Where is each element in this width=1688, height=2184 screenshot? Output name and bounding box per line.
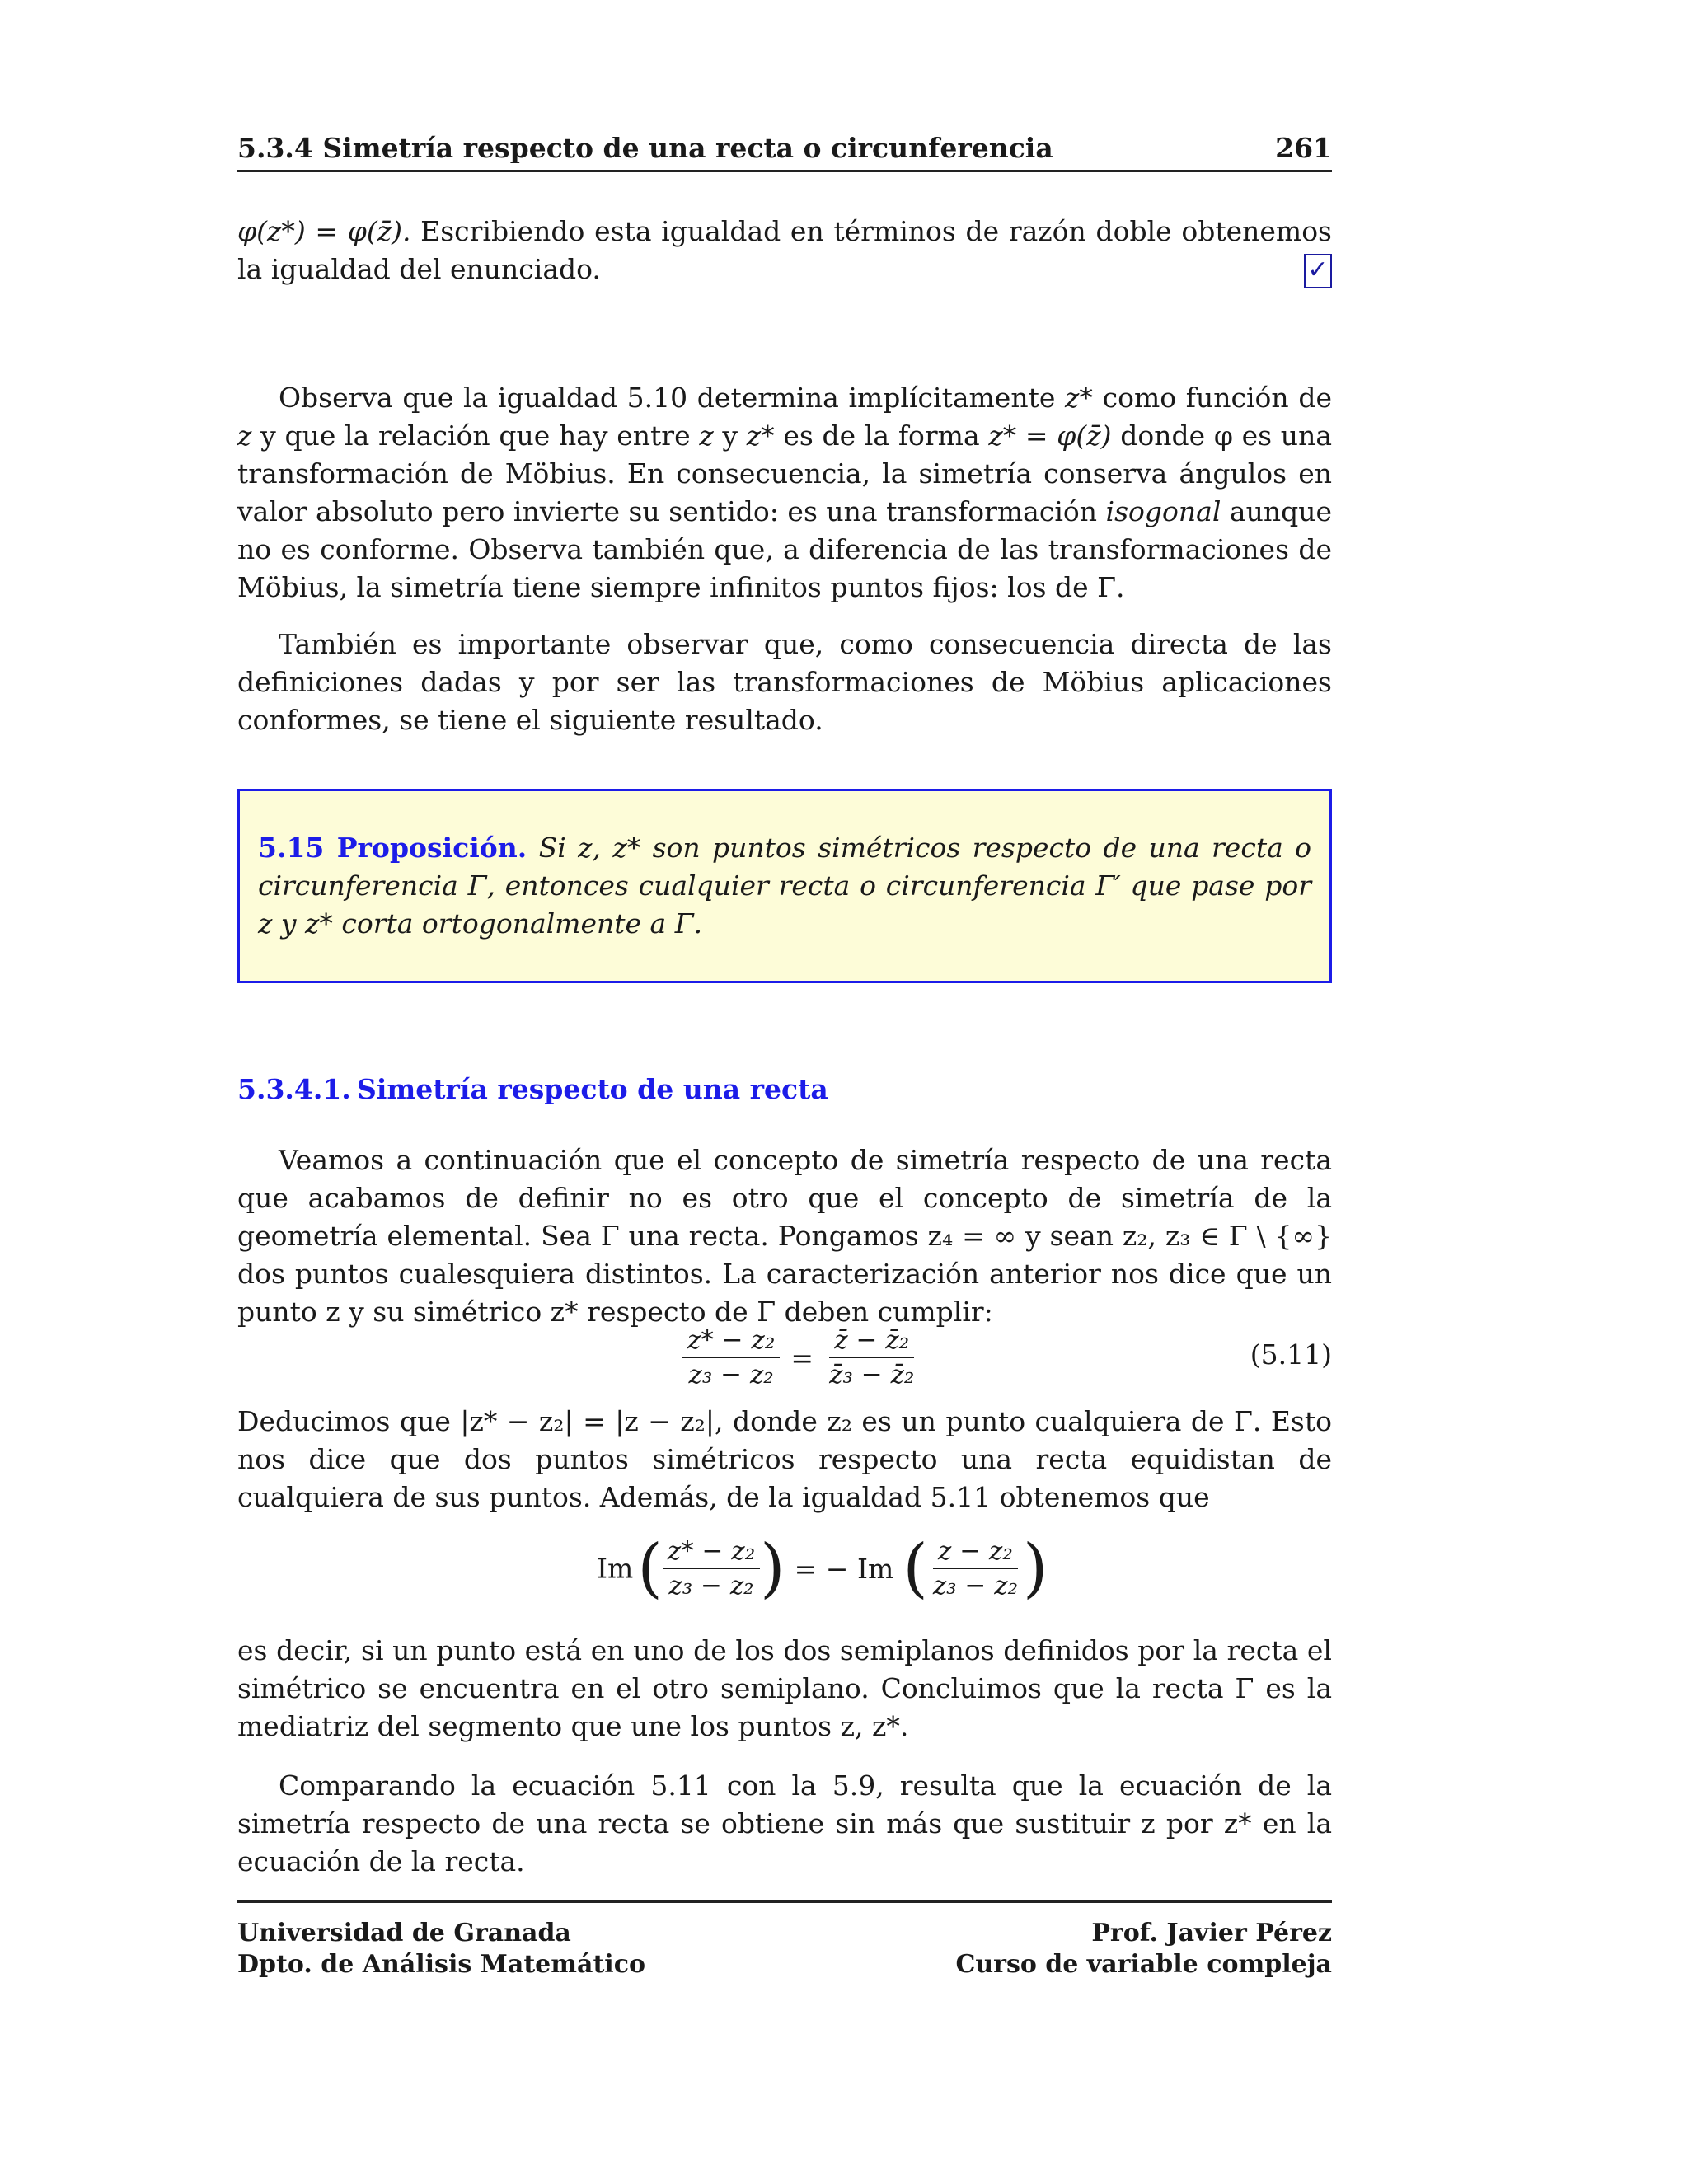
intro-text: Escribiendo esta igualdad en términos de razón doble obtenemos la igualdad del enunciado. (237, 215, 1332, 285)
page-number: 261 (1275, 132, 1332, 164)
subsection-heading (237, 1073, 828, 1105)
proposition-box (237, 789, 1332, 983)
proposition-label: 5.15 Proposición. (258, 832, 528, 864)
subsection-title: Simetría respecto de una recta (357, 1073, 828, 1105)
footer-university: Universidad de Granada (237, 1919, 571, 1947)
paragraph-line-symmetry: Veamos a continuación que el concepto de simetría respecto de una recta que acabamos de definir no es otro que el concepto de simetría de la geometría elemental. Sea Γ una recta. Pongamos z₄ = ∞ y sean z₂, z₃ ∈ Γ \ {∞} dos puntos cualesquiera distintos. La caracterización anterior nos dice que un punto z y su simétrico z* respecto de Γ deben cumplir: (237, 1144, 1332, 1328)
paragraph-half-planes: es decir, si un punto está en uno de los dos semiplanos definidos por la recta el simétrico se encuentra en el otro semiplano. Concluimos que la recta Γ es la mediatriz del segmento que une los puntos z, z*. (237, 1634, 1332, 1742)
page-footer (237, 1900, 1332, 1979)
eq-im-left-fraction: $\frac{\text{z* − z₂}}{\text{z₃ − z₂}}$ (663, 1535, 760, 1602)
equation-5-11: $\frac{\text{z* − z₂}}{\text{z₃ − z₂}}$ = $\frac{\text{z̄ − z̄₂}}{\text{z̄₃ − z̄₂}}$ (5.11) (237, 1324, 1332, 1390)
qed-checkmark-icon: ✓ (1304, 254, 1332, 288)
eq511-left-fraction: $\frac{\text{z* − z₂}}{\text{z₃ − z₂}}$ (682, 1324, 780, 1391)
proposition-text: Si z, z* son puntos simétricos respecto de una recta o circunferencia Γ, entonces cualquier recta o circunferencia Γ′ que pase por z y z* corta ortogonalmente a Γ. (258, 832, 1311, 940)
equation-imaginary-part: Im ( $\frac{\text{z* − z₂}}{\text{z₃ − z₂}}$ ) = − Im ( $\frac{\text{z − z₂}}{\text{z₃ − z₂}}$ ) (597, 1531, 1048, 1605)
eq-im-right-fraction: $\frac{\text{z − z₂}}{\text{z₃ − z₂}}$ (932, 1536, 1019, 1601)
header-section-title: 5.3.4 Simetría respecto de una recta o circunferencia (237, 132, 1053, 164)
intro-paragraph (237, 213, 1332, 288)
footer-department: Dpto. de Análisis Matemático (237, 1950, 645, 1979)
page-header (237, 130, 1332, 172)
subsection-number: 5.3.4.1. (237, 1073, 351, 1105)
paragraph-symmetry-observation: Observa que la igualdad 5.10 determina implícitamente z* como función de z y que la relación que hay entre z y z* es de la forma z* = φ(z̄) donde φ es una transformación de Möbius. En consecuencia, la simetría conserva ángulos en valor absoluto pero invierte su sentido: es una transformación isogonal aunque no es conforme. Observa también que, a diferencia de las transformaciones de Möbius, la simetría tiene siempre infinitos puntos fijos: los de Γ. (237, 382, 1333, 603)
equation-number: (5.11) (1250, 1338, 1332, 1371)
intro-formula: φ(z*) = φ(z̄). (237, 215, 411, 247)
eq511-right-fraction: $\frac{\text{z̄ − z̄₂}}{\text{z̄₃ − z̄₂}}$ (829, 1325, 915, 1390)
footer-course: Curso de variable compleja (955, 1950, 1332, 1979)
paragraph-comparison: Comparando la ecuación 5.11 con la 5.9, resulta que la ecuación de la simetría respecto de una recta se obtiene sin más que sustituir z por z* en la ecuación de la recta. (237, 1769, 1332, 1877)
paragraph-equidistant: Deducimos que |z* − z₂| = |z − z₂|, donde z₂ es un punto cualquiera de Γ. Esto nos dice que dos puntos simétricos respecto una recta equidistan de cualquiera de sus puntos. Además, de la igualdad 5.11 obtenemos que (237, 1405, 1332, 1513)
paragraph-conformal-remark: También es importante observar que, como consecuencia directa de las definiciones dadas y por ser las transformaciones de Möbius aplicaciones conformes, se tiene el siguiente resultado. (237, 628, 1332, 736)
footer-author: Prof. Javier Pérez (1091, 1919, 1332, 1947)
